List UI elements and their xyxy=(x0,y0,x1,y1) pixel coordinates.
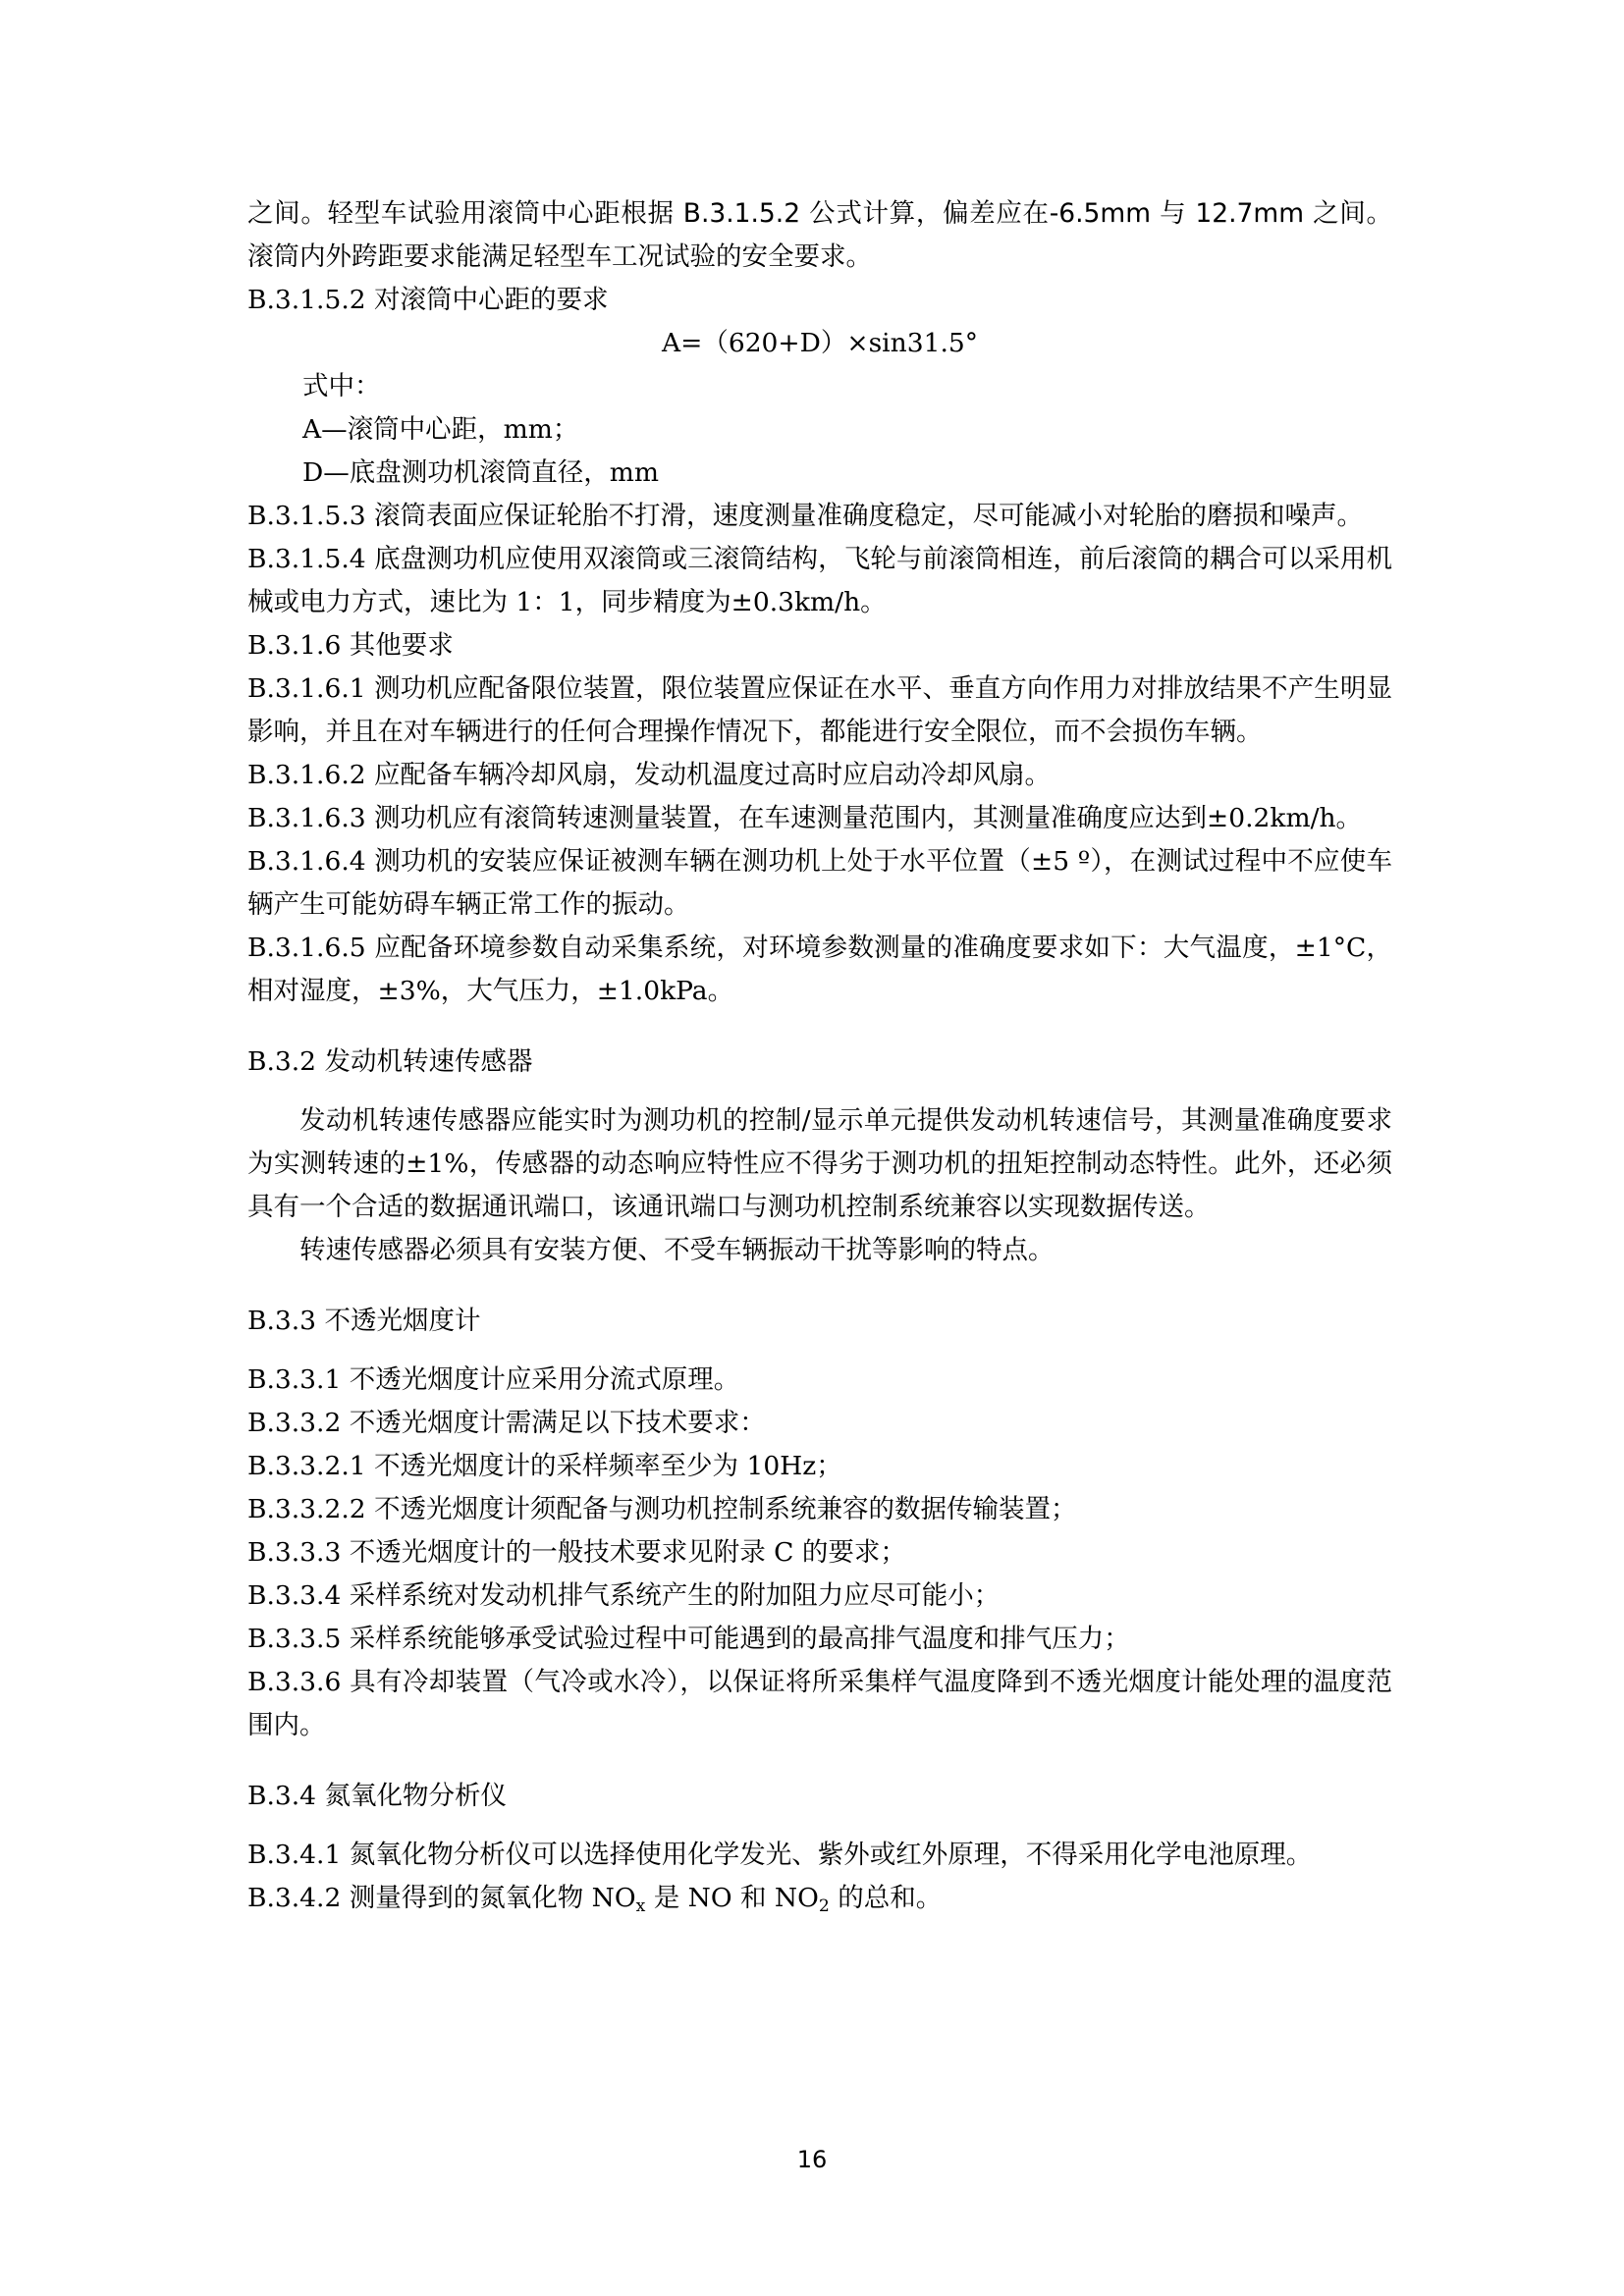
heading-b316: B.3.1.6 其他要求 xyxy=(247,630,454,661)
heading-b34: B.3.4 氮氧化物分析仪 xyxy=(247,1781,507,1811)
clause-b341: B.3.4.1 氮氧化物分析仪可以选择使用化学发光、紫外或红外原理，不得采用化学电池原理。 xyxy=(247,1840,1313,1870)
clause-b31163: B.3.1.6.3 测功机应有滚筒转速测量装置，在车速测量范围内，其测量准确度应达到±0.2km/h。 xyxy=(247,803,1363,833)
clause-b333: B.3.3.3 不透光烟度计的一般技术要求见附录 C 的要求； xyxy=(247,1537,906,1568)
clause-b31162: B.3.1.6.2 应配备车辆冷却风扇，发动机温度过高时应启动冷却风扇。 xyxy=(247,760,1052,790)
formula-where-label: 式中： xyxy=(302,371,381,401)
heading-b32: B.3.2 发动机转速传感器 xyxy=(247,1046,533,1077)
clause-b331: B.3.3.1 不透光烟度计应采用分流式原理。 xyxy=(247,1364,740,1395)
formula-definition-d: D—底盘测功机滚筒直径，mm xyxy=(302,457,660,488)
paragraph-roller-center-distance-tolerance: 之间。轻型车试验用滚筒中心距根据 B.3.1.5.2 公式计算，偏差应在-6.5mm 与 12.7mm 之间。滚筒内外跨距要求能满足轻型车工况试验的安全要求。 xyxy=(247,198,1392,272)
clause-b31165: B.3.1.6.5 应配备环境参数自动采集系统，对环境参数测量的准确度要求如下：大气温度，±1°C，相对湿度，±3%，大气压力，±1.0kPa。 xyxy=(247,933,1392,1006)
clause-b31154: B.3.1.5.4 底盘测功机应使用双滚筒或三滚筒结构，飞轮与前滚筒相连，前后滚筒的耦合可以采用机械或电力方式，速比为 1：1，同步精度为±0.3km/h。 xyxy=(247,544,1392,617)
clause-b31152: B.3.1.5.2 对滚筒中心距的要求 xyxy=(247,285,609,315)
paragraph-engine-speed-sensor-2: 转速传感器必须具有安装方便、不受车辆振动干扰等影响的特点。 xyxy=(299,1235,1055,1265)
clause-b31161: B.3.1.6.1 测功机应配备限位装置，限位装置应保证在水平、垂直方向作用力对排放结果不产生明显影响，并且在对车辆进行的任何合理操作情况下，都能进行安全限位，而不会损伤车辆。 xyxy=(247,673,1392,747)
clause-b3321: B.3.3.2.1 不透光烟度计的采样频率至少为 10Hz； xyxy=(247,1451,842,1481)
clause-b336: B.3.3.6 具有冷却装置（气冷或水冷），以保证将所采集样气温度降到不透光烟度计能处理的温度范围内。 xyxy=(247,1667,1392,1740)
clause-b334: B.3.3.4 采样系统对发动机排气系统产生的附加阻力应尽可能小； xyxy=(247,1580,1001,1611)
document-body xyxy=(247,192,1392,1920)
formula-definition-a: A—滚筒中心距，mm； xyxy=(302,414,579,445)
heading-b33: B.3.3 不透光烟度计 xyxy=(247,1306,481,1336)
clause-b342: B.3.4.2 测量得到的氮氧化物 $NO_x$ 是 NO 和 $NO_2$ 的总和。 xyxy=(247,1883,943,1916)
clause-b31164: B.3.1.6.4 测功机的安装应保证被测车辆在测功机上处于水平位置（±5 º），在测试过程中不应使车辆产生可能妨碍车辆正常工作的振动。 xyxy=(247,846,1392,920)
page-number: 16 xyxy=(796,2146,828,2173)
clause-b335: B.3.3.5 采样系统能够承受试验过程中可能遇到的最高排气温度和排气压力； xyxy=(247,1624,1130,1654)
paragraph-engine-speed-sensor-1: 发动机转速传感器应能实时为测功机的控制/显示单元提供发动机转速信号，其测量准确度要求为实测转速的±1%，传感器的动态响应特性应不得劣于测功机的扭矩控制动态特性。此外，还必须具有一个合适的数据通讯端口，该通讯端口与测功机控制系统兼容以实现数据传送。 xyxy=(247,1105,1392,1222)
clause-b31153: B.3.1.5.3 滚筒表面应保证轮胎不打滑，速度测量准确度稳定，尽可能减小对轮胎的磨损和噪声。 xyxy=(247,501,1364,531)
formula-center-distance: A=（620+D）×sin31.5° xyxy=(662,328,978,358)
clause-b3322: B.3.3.2.2 不透光烟度计须配备与测功机控制系统兼容的数据传输装置； xyxy=(247,1494,1077,1524)
clause-b332: B.3.3.2 不透光烟度计需满足以下技术要求： xyxy=(247,1408,766,1438)
